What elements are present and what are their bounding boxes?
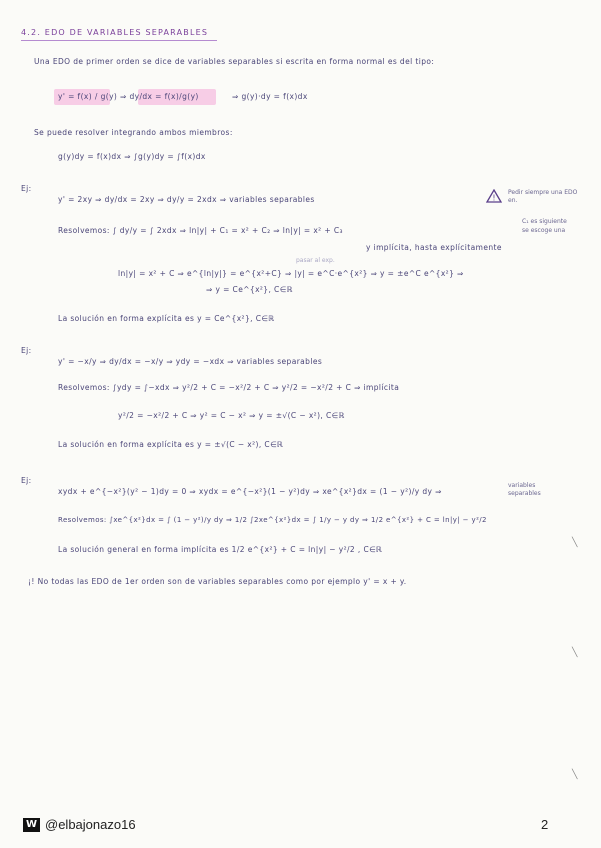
intro-form-rhs: ⇒ g(y)·dy = f(x)dx [232,92,308,101]
intro-form-lhs: y' = f(x) / g(y) [58,92,118,101]
ej1-label: Ej: [21,184,32,193]
intro-integral: g(y)dy = f(x)dx ⇒ ∫g(y)dy = ∫f(x)dx [58,152,206,161]
page-number: 2 [541,817,549,832]
ej1-side-note-2: se escoge una [522,227,566,234]
ej2-solution: La solución en forma explícita es y = ±√(C − x²), C∈ℝ [58,440,284,449]
intro-text-2: Se puede resolver integrando ambos miembros: [34,128,233,137]
ej2-resolvemos: Resolvemos: ∫ydy = ∫−xdx ⇒ y²/2 + C = −x²/2 + C ⇒ y²/2 = −x²/2 + C ⇒ implícita [58,383,400,392]
margin-mark: ╲ [572,538,578,548]
ej1-resolvemos: Resolvemos: ∫ dy/y = ∫ 2xdx ⇒ ln|y| + C₁ = x² + C₂ ⇒ ln|y| = x² + C₃ [58,226,343,235]
svg-text:!: ! [492,193,496,203]
ej1-implicit-note: y implícita, hasta explícitamente [366,243,502,252]
footer-username[interactable]: @elbajonazo16 [45,817,136,832]
title-underline [21,40,217,41]
intro-text: Una EDO de primer orden se dice de variables separables si escrita en forma normal es del tipo: [34,57,435,66]
intro-form-mid: ⇒ dy/dx = f(x)/g(y) [120,92,199,101]
ej3-equation: xydx + e^{−x²}(y² − 1)dy = 0 ⇒ xydx = e^{−x²}(1 − y²)dy ⇒ xe^{x²}dx = (1 − y²)/y dy ⇒ [58,487,442,496]
ej3-var-note-2: separables [508,490,541,497]
ej1-warning-note: Pedir siempre una EDO en. [508,189,578,204]
ej1-equation: y' = 2xy ⇒ dy/dx = 2xy ⇒ dy/y = 2xdx ⇒ variables separables [58,195,315,204]
section-title: 4.2. EDO DE VARIABLES SEPARABLES [21,28,209,37]
ej1-steps-2: ⇒ y = Ce^{x²}, C∈ℝ [206,285,293,294]
ej1-small-note: pasar al exp. [296,257,335,264]
ej2-label: Ej: [21,346,32,355]
ej3-solution: La solución general en forma implícita es 1/2 e^{x²} + C = ln|y| − y²/2 , C∈ℝ [58,545,383,554]
final-note: ¡! No todas las EDO de 1er orden son de variables separables como por ejemplo y' = x + y. [28,577,407,586]
ej1-side-note-1: C₁ es siguiente [522,218,567,225]
wuolah-logo-icon: W [23,818,40,832]
ej3-label: Ej: [21,476,32,485]
ej3-resolvemos: Resolvemos: ∫xe^{x²}dx = ∫ (1 − y²)/y dy ⇒ 1/2 ∫2xe^{x²}dx = ∫ 1/y − y dy ⇒ 1/2 e^{x²} + C = ln|y| − y²/2 [58,516,487,524]
margin-mark: ╲ [572,770,578,780]
ej2-equation: y' = −x/y ⇒ dy/dx = −x/y ⇒ ydy = −xdx ⇒ variables separables [58,357,323,366]
ej2-steps: y²/2 = −x²/2 + C ⇒ y² = C − x² ⇒ y = ±√(C − x²), C∈ℝ [118,411,345,420]
warning-icon [486,188,502,207]
ej3-var-note-1: variables [508,482,536,489]
margin-mark: ╲ [572,648,578,658]
ej1-solution: La solución en forma explícita es y = Ce^{x²}, C∈ℝ [58,314,275,323]
ej1-steps-1: ln|y| = x² + C ⇒ e^{ln|y|} = e^{x²+C} ⇒ |y| = e^C·e^{x²} ⇒ y = ±e^C e^{x²} ⇒ [118,269,464,278]
